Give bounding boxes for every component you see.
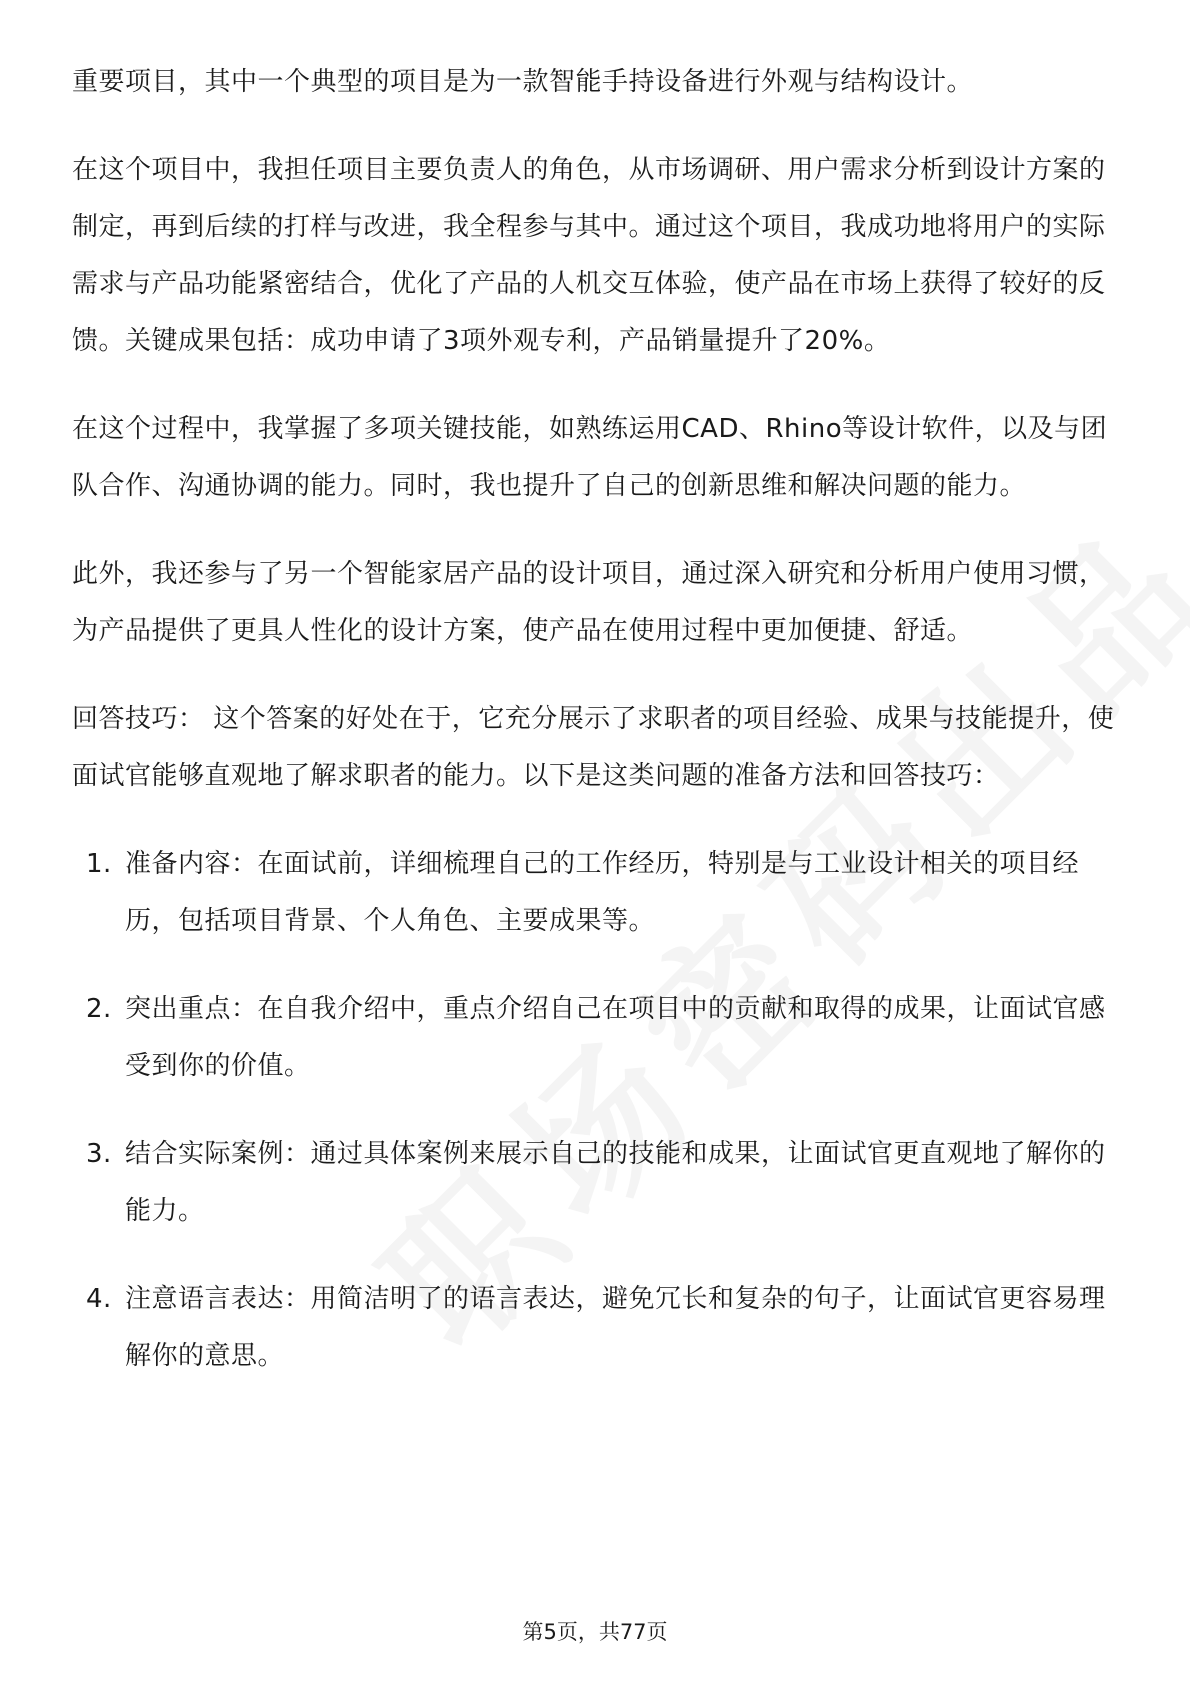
list-item bbox=[72, 836, 1122, 950]
document-body bbox=[72, 54, 1122, 1416]
list-item bbox=[72, 1271, 1122, 1385]
list-item-text: 准备内容：在面试前，详细梳理自己的工作经历，特别是与工业设计相关的项目经历，包括项目背景、个人角色、主要成果等。 bbox=[125, 849, 1080, 936]
list-item-text: 突出重点：在自我介绍中，重点介绍自己在项目中的贡献和取得的成果，让面试官感受到你的价值。 bbox=[125, 994, 1106, 1081]
tips-list bbox=[72, 836, 1122, 1385]
list-item-number: 1. bbox=[86, 849, 112, 879]
paragraph-project-intro: 重要项目，其中一个典型的项目是为一款智能手持设备进行外观与结构设计。 bbox=[72, 67, 974, 97]
page-number: 第5页，共77页 bbox=[522, 1620, 668, 1644]
paragraph-smart-home: 此外，我还参与了另一个智能家居产品的设计项目，通过深入研究和分析用户使用习惯，为产品提供了更具人性化的设计方案，使产品在使用过程中更加便捷、舒适。 bbox=[72, 559, 1106, 646]
list-item-number: 3. bbox=[86, 1139, 112, 1169]
list-item bbox=[72, 981, 1122, 1095]
list-item-text: 结合实际案例：通过具体案例来展示自己的技能和成果，让面试官更直观地了解你的能力。 bbox=[125, 1139, 1106, 1226]
list-item bbox=[72, 1126, 1122, 1240]
list-item-number: 4. bbox=[86, 1284, 112, 1314]
paragraph-project-role: 在这个项目中，我担任项目主要负责人的角色，从市场调研、用户需求分析到设计方案的制定，再到后续的打样与改进，我全程参与其中。通过这个项目，我成功地将用户的实际需求与产品功能紧密结合，优化了产品的人机交互体验，使产品在市场上获得了较好的反馈。关键成果包括：成功申请了3项外观专利，产品销量提升了20%。 bbox=[72, 155, 1106, 356]
paragraph-answer-tips: 回答技巧： 这个答案的好处在于，它充分展示了求职者的项目经验、成果与技能提升，使面试官能够直观地了解求职者的能力。以下是这类问题的准备方法和回答技巧： bbox=[72, 704, 1115, 791]
list-item-text: 注意语言表达：用简洁明了的语言表达，避免冗长和复杂的句子，让面试官更容易理解你的意思。 bbox=[125, 1284, 1106, 1371]
list-item-number: 2. bbox=[86, 994, 112, 1024]
paragraph-skills: 在这个过程中，我掌握了多项关键技能，如熟练运用CAD、Rhino等设计软件，以及与团队合作、沟通协调的能力。同时，我也提升了自己的创新思维和解决问题的能力。 bbox=[72, 414, 1108, 501]
